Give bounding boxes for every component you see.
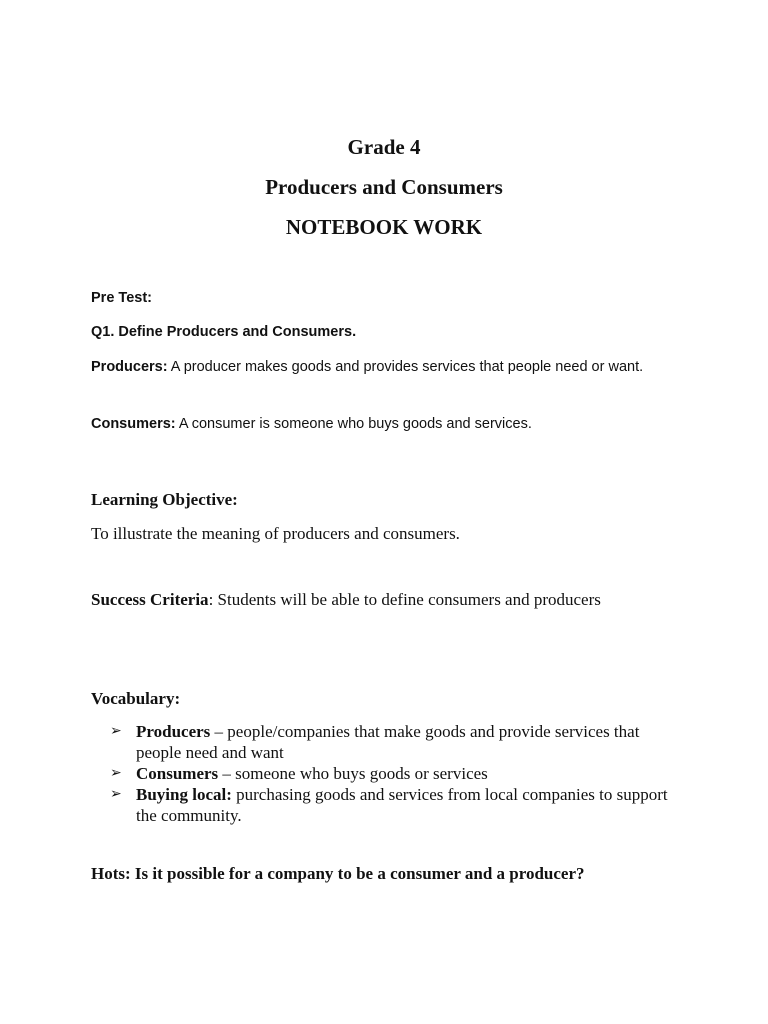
hots-question xyxy=(91,863,691,885)
grade-title: Grade 4 xyxy=(347,135,421,159)
vocabulary-label: Vocabulary: xyxy=(91,689,181,708)
vocabulary-item xyxy=(110,784,670,826)
success-criteria xyxy=(91,589,691,611)
vocabulary-list xyxy=(110,721,670,826)
arrowhead-bullet-icon: ➢ xyxy=(110,723,122,739)
pretest-label: Pre Test: xyxy=(91,290,152,306)
learning-objective-text: To illustrate the meaning of producers and consumers. xyxy=(91,524,460,543)
producers-term: Producers: xyxy=(91,359,168,375)
consumers-definition xyxy=(91,414,691,434)
hots-label: Hots: xyxy=(91,864,131,883)
vocabulary-item xyxy=(110,763,670,784)
arrowhead-bullet-icon: ➢ xyxy=(110,765,122,781)
consumers-text: A consumer is someone who buys goods and services. xyxy=(175,416,532,432)
vocabulary-definition: purchasing goods and services from local companies to support the community. xyxy=(136,785,668,825)
arrowhead-bullet-icon: ➢ xyxy=(110,786,122,802)
pretest-question: Q1. Define Producers and Consumers. xyxy=(91,324,357,340)
vocabulary-definition: – people/companies that make goods and provide services that people need and want xyxy=(136,722,640,762)
topic-title: Producers and Consumers xyxy=(265,175,503,199)
vocabulary-term: Consumers xyxy=(136,764,219,783)
success-criteria-text: : Students will be able to define consumers and producers xyxy=(208,590,601,609)
success-criteria-label: Success Criteria xyxy=(91,590,209,609)
producers-text: A producer makes goods and provides services that people need or want. xyxy=(167,359,644,375)
vocabulary-definition: – someone who buys goods or services xyxy=(218,764,488,783)
hots-text: Is it possible for a company to be a consumer and a producer? xyxy=(130,864,585,883)
producers-definition xyxy=(91,356,666,378)
vocabulary-term: Producers xyxy=(136,722,211,741)
vocabulary-term: Buying local: xyxy=(136,785,232,804)
section-title: NOTEBOOK WORK xyxy=(285,215,483,239)
vocabulary-item xyxy=(110,721,670,763)
consumers-term: Consumers: xyxy=(91,416,176,432)
learning-objective-label: Learning Objective: xyxy=(91,490,238,509)
